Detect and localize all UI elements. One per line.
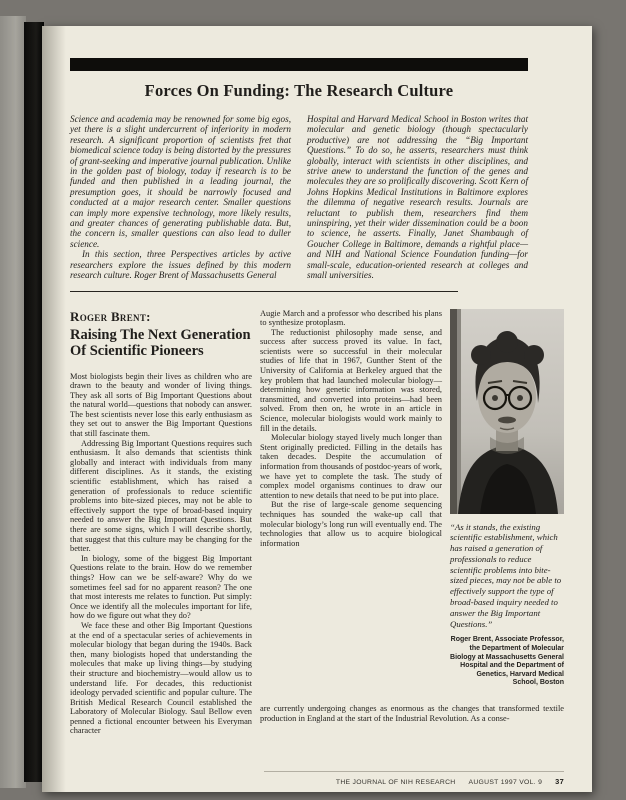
paragraph: We face these and other Big Important Questions at the end of a spectacular series of achievements in molecular biology that began during the 1940s. Back then, many biologists hoped that understanding the molecules that make up living things—by studying their structure and biochemistry—would allow us to understand life. For decades, this reductionist ideology pervaded scientific and popular culture. The British Medical Research Council established the Laboratory of Molecular Biology. Saul Bellow even penned a fictional encounter between his Everyman character: [70, 620, 252, 736]
intro-section: [70, 114, 528, 281]
page-number: 37: [555, 777, 564, 786]
article-column-middle: [260, 309, 442, 701]
article-heading-line: Raising The Next Generation: [70, 326, 251, 343]
magazine-page: [42, 26, 592, 792]
paragraph: Most biologists begin their lives as children who are drawn to the beauty and wonder of living things. They ask all sorts of Big Important Questions about the natural world—questions that nobody can answer. The best scientists never lose this early enthusiasm as they set out to answer the Big Important Questions that still fascinate them.: [70, 371, 252, 439]
intro-paragraph: Hospital and Harvard Medical School in Boston writes that molecular and genetic biology (though spectacularly productive) are not addressing the “Big Important Questions.” To do so, he asserts, researchers must think globally, interact with scientists in other disciplines, and strive anew to understand the function of the genes and molecules they are so prolifically discovering. Scott Kern of Johns Hopkins Medical Institutions in Baltimore explores the dilemma of negative research results. Journals are reluctant to publish them, researchers find them uninspiring, yet their wider dissemination could be a boon to science, he asserts. Finally, Janet Shambaugh of Goucher College in Baltimore, demands a rightful place—and NIH and National Science Foundation funding—for small-scale, education-oriented research at colleges and small universities.: [307, 114, 528, 281]
paragraph: Addressing Big Important Questions requires such enthusiasm. It also demands that scientists think globally and interact with individuals from many different disciplines. As it stands, the existing scientific establishment, which has raised a generation of professionals to reduce scientific problems into bite-sized pieces, may not be able to effectively support the type of broad-based inquiry needed to answer the Big Important Questions. But there are some signs, which I will describe shortly, that suggest that this culture may be changing for the better.: [70, 438, 252, 554]
top-rule-bar: [70, 58, 528, 71]
article-body: [70, 309, 564, 737]
intro-paragraph: Science and academia may be renowned for some big egos, yet there is a slight undercurrent of inferiority in modern research. A significant proportion of scientists fret that biomedical science today is being distorted by the pressures of grant-seeking and imperative journal publication. Unlike in the golden past of biology, today if research is to be funded and then published in a leading journal, the presumption goes, it should be narrowly focused and conducted at a major research center. Smaller questions can imply more expensive technology, more likely results, and greater chances of generating publishable data. But, the concern is, smaller questions can also lead to duller science.: [70, 114, 291, 249]
intro-column-left: [70, 114, 291, 281]
paragraph: Augie March and a professor who described his plans to synthesize protoplasm.: [260, 308, 442, 328]
adjacent-page-edge: [0, 16, 26, 788]
intro-column-right: [307, 114, 528, 281]
page-footer: [336, 777, 564, 786]
section-divider-rule: [70, 291, 458, 292]
section-title: Forces On Funding: The Research Culture: [144, 81, 454, 100]
roger-brent-portrait-photo: [450, 309, 564, 514]
article-column-right: [450, 309, 564, 701]
photo-credit-attribution: Roger Brent, Associate Professor, the Department of Molecular Biology at Massachusetts General Hospital and the Department of Genetics, Harvard Medical School, Boston: [450, 636, 564, 687]
footer-rule: [264, 771, 564, 772]
journal-name: THE JOURNAL OF NIH RESEARCH: [335, 779, 456, 786]
pull-quote: “As it stands, the existing scientific establishment, which has raised a generation of professionals to reduce scientific problems into bite-sized pieces, may not be able to effectively support the type of broad-based inquiry needed to answer the Big Important Questions.”: [450, 521, 562, 629]
article-heading: [70, 309, 252, 360]
article-column-left: [70, 309, 252, 737]
paragraph: But the rise of large-scale genome sequencing techniques has sounded the wake-up call that molecular biology’s long run will eventually end. The technologies that allow us to acquire biological information: [260, 500, 442, 548]
article-heading-kicker: Roger Brent:: [70, 308, 151, 324]
paragraph: Molecular biology stayed lively much longer than Stent originally predicted. Filling in the details has taken decades. Despite the accumulation of information from thousands of postdoc-years of work, we have yet to complete the task. The study of complex model organisms continues to draw our attention to new details that need to be put into place.: [260, 433, 442, 500]
book-spine: [24, 22, 44, 782]
paragraph: The reductionist philosophy made sense, and success after success proved its value. In fact, scientists were so successful in their molecular studies of life that in 1967, Gunther Stent of the University of California at Berkeley argued that the key problem that had launched molecular biology—determining how genetic information was stored, transmitted, and converted into proteins—had been solved. From then on, he wrote in an article in Science, molecular biologists would work mainly to fill in the details.: [260, 327, 442, 433]
paragraph: In biology, some of the biggest Big Important Questions relate to the brain. How do we remember things? How can we be self-aware? Why do we sometimes feel sad for no apparent reason? The one that most interests me relates to function. Put simply: Once we identify all the molecules important for life, how do we figure out what they do?: [70, 553, 252, 621]
intro-paragraph: In this section, three Perspectives articles by active researchers explore the issues defined by this modern research culture. Roger Brent of Massachusetts General: [70, 249, 291, 281]
article-heading-line: Of Scientific Pioneers: [70, 343, 204, 359]
article-bottom-continuation: are currently undergoing changes as enormous as the changes that transformed textile production in England at the start of the Industrial Revolution. As a conse-: [260, 704, 564, 724]
issue-info: AUGUST 1997 VOL. 9: [468, 779, 543, 786]
